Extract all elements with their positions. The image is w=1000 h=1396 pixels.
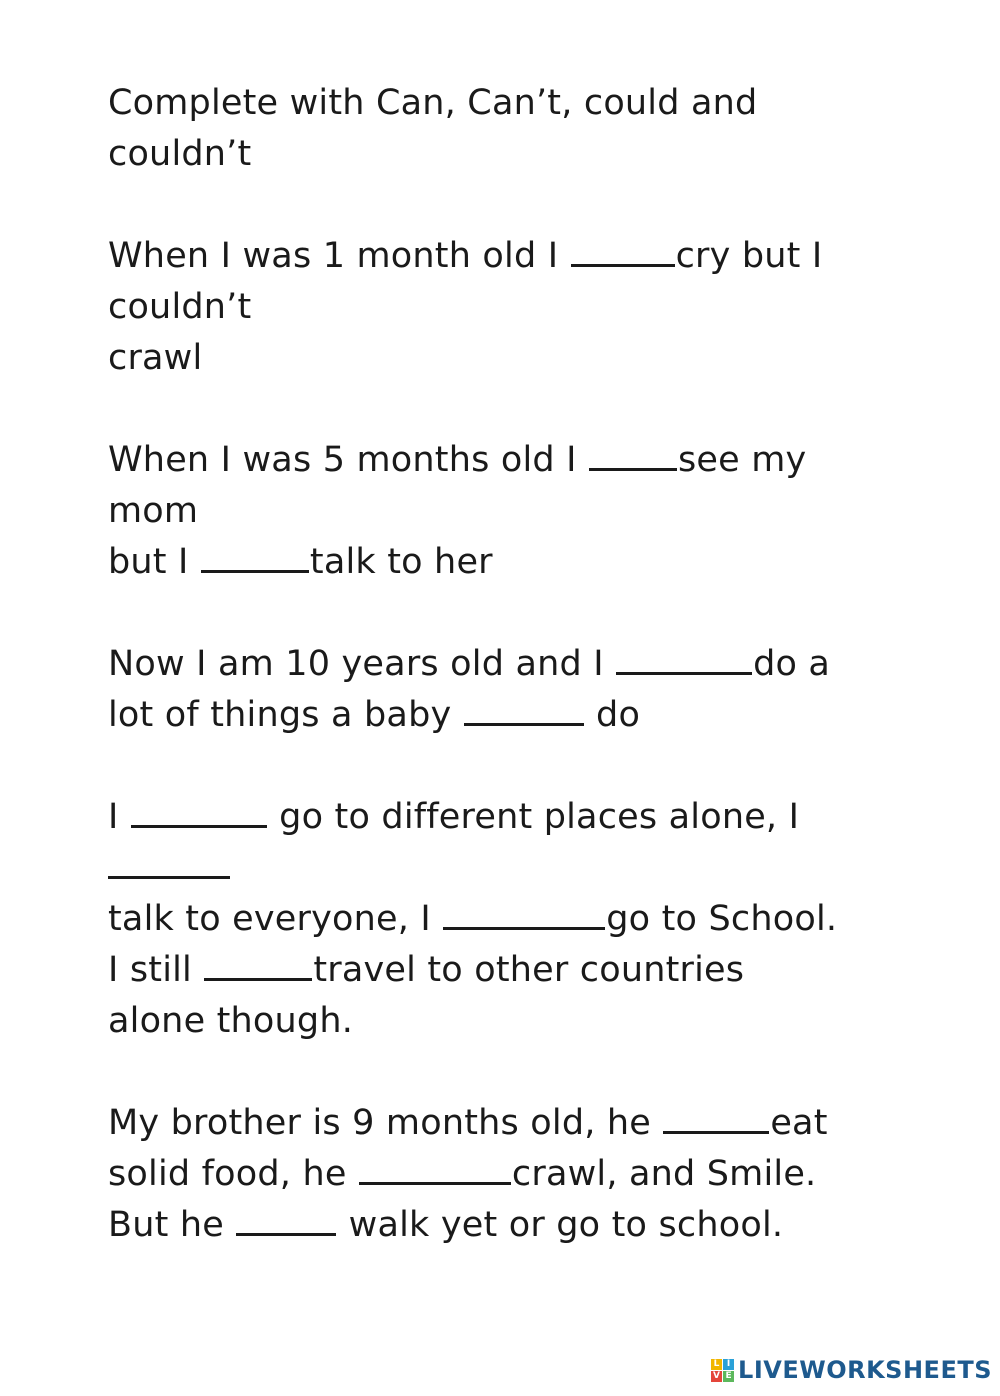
sentence-3-line-1 bbox=[108, 639, 928, 690]
sentence-4-line-1 bbox=[108, 792, 928, 843]
spacer bbox=[108, 741, 928, 792]
answer-blank-4[interactable] bbox=[616, 642, 752, 675]
sentence-text: do bbox=[584, 695, 641, 735]
answer-blank-6[interactable] bbox=[131, 795, 267, 828]
spacer bbox=[108, 1047, 928, 1098]
instruction-line-1 bbox=[108, 78, 928, 129]
answer-blank-5[interactable] bbox=[464, 693, 584, 726]
sentence-text: walk yet or go to school. bbox=[337, 1205, 784, 1245]
sentence-text: My brother is 9 months old, he bbox=[108, 1103, 663, 1143]
sentence-text: cry but I bbox=[675, 236, 823, 276]
answer-blank-8[interactable] bbox=[443, 897, 605, 930]
logo-letter: I bbox=[723, 1359, 734, 1370]
instruction-text: Complete with Can, Can’t, could and bbox=[108, 83, 758, 123]
sentence-text: but I bbox=[108, 542, 200, 582]
sentence-2-line-1 bbox=[108, 435, 928, 486]
sentence-2-line-3 bbox=[108, 537, 928, 588]
logo-letter: V bbox=[711, 1371, 722, 1382]
answer-blank-10[interactable] bbox=[663, 1101, 769, 1134]
answer-blank-1[interactable] bbox=[571, 234, 675, 267]
spacer bbox=[108, 180, 928, 231]
sentence-text: crawl bbox=[108, 338, 203, 378]
sentence-1-line-3 bbox=[108, 333, 928, 384]
sentence-1-line-1 bbox=[108, 231, 928, 282]
sentence-text: When I was 5 months old I bbox=[108, 440, 588, 480]
sentence-text: couldn’t bbox=[108, 287, 252, 327]
spacer bbox=[108, 588, 928, 639]
sentence-text: go to different places alone, I bbox=[267, 797, 800, 837]
sentence-text: go to School. bbox=[606, 899, 838, 939]
answer-blank-11[interactable] bbox=[359, 1152, 511, 1185]
instruction-text: couldn’t bbox=[108, 134, 252, 174]
logo-letter: E bbox=[723, 1371, 734, 1382]
sentence-text: talk to everyone, I bbox=[108, 899, 443, 939]
sentence-5-line-1 bbox=[108, 1098, 928, 1149]
logo-letter: L bbox=[711, 1359, 722, 1370]
answer-blank-3[interactable] bbox=[201, 540, 309, 573]
sentence-text: I bbox=[108, 797, 130, 837]
answer-blank-2[interactable] bbox=[589, 438, 677, 471]
worksheet bbox=[108, 78, 928, 1251]
sentence-3-line-2 bbox=[108, 690, 928, 741]
sentence-text: I still bbox=[108, 950, 204, 990]
sentence-text: see my bbox=[678, 440, 807, 480]
instruction-line-2 bbox=[108, 129, 928, 180]
sentence-1-line-2 bbox=[108, 282, 928, 333]
sentence-text: alone though. bbox=[108, 1001, 354, 1041]
spacer bbox=[108, 384, 928, 435]
sentence-text: talk to her bbox=[309, 542, 493, 582]
sentence-text: eat bbox=[770, 1103, 828, 1143]
answer-blank-7[interactable] bbox=[108, 846, 230, 879]
liveworksheets-logo bbox=[711, 1356, 992, 1384]
sentence-text: travel to other countries bbox=[313, 950, 745, 990]
sentence-text: mom bbox=[108, 491, 199, 531]
sentence-4-line-5 bbox=[108, 996, 928, 1047]
sentence-text: crawl, and Smile. bbox=[511, 1154, 817, 1194]
sentence-text: When I was 1 month old I bbox=[108, 236, 570, 276]
logo-blocks-icon bbox=[711, 1359, 734, 1382]
sentence-4-line-4 bbox=[108, 945, 928, 996]
sentence-text: solid food, he bbox=[108, 1154, 358, 1194]
sentence-text: lot of things a baby bbox=[108, 695, 463, 735]
sentence-text: do a bbox=[753, 644, 831, 684]
sentence-2-line-2 bbox=[108, 486, 928, 537]
sentence-5-line-3 bbox=[108, 1200, 928, 1251]
logo-text: LIVEWORKSHEETS bbox=[738, 1356, 992, 1384]
sentence-4-line-3 bbox=[108, 894, 928, 945]
sentence-5-line-2 bbox=[108, 1149, 928, 1200]
answer-blank-12[interactable] bbox=[236, 1203, 336, 1236]
sentence-text: But he bbox=[108, 1205, 236, 1245]
answer-blank-9[interactable] bbox=[204, 948, 312, 981]
sentence-text: Now I am 10 years old and I bbox=[108, 644, 616, 684]
sentence-4-line-2 bbox=[108, 843, 928, 894]
